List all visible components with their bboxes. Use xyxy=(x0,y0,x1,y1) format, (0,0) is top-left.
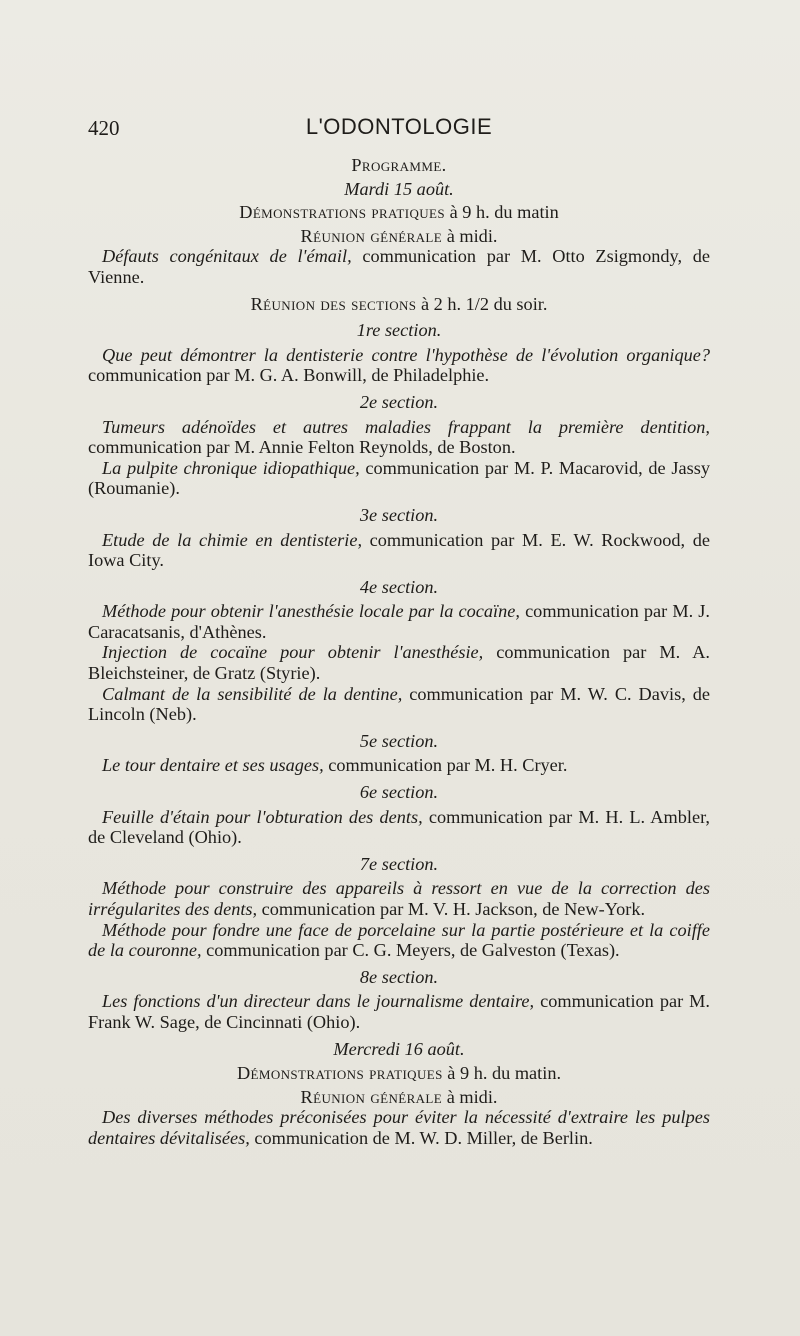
sections-time: à 2 h. 1/2 du soir. xyxy=(416,293,548,314)
entry-paragraph xyxy=(88,755,710,776)
entry-text: communication par M. P. Macarovid, de Jassy (Roumanie). xyxy=(88,457,710,499)
entry-title: Méthode pour construire des appareils à ressort en vue de la correction des irrégularites des dents, xyxy=(88,878,710,919)
entry-text: communication par M. H. Cryer. xyxy=(323,755,568,776)
section-heading-6: 6e section. xyxy=(359,782,439,803)
entry-title: Méthode pour fondre une face de porcelaine sur la partie postérieure et la coiffe de la couronne, xyxy=(88,919,710,961)
entry-title: Les fonctions d'un directeur dans le journalisme dentaire, xyxy=(102,991,535,1012)
entry-paragraph xyxy=(88,458,710,499)
entry-text: communication par M. W. C. Davis, de Lincoln (Neb). xyxy=(88,683,711,725)
reunion-line xyxy=(88,226,710,247)
entry-paragraph xyxy=(88,345,710,386)
entry-paragraph xyxy=(88,530,710,571)
section-heading-3: 3e section. xyxy=(359,504,439,525)
section-heading-5: 5e section. xyxy=(359,730,439,751)
entry-title: Tumeurs adénoïdes et autres maladies frappant la première dentition, xyxy=(102,416,710,437)
entry-text: communication par M. V. H. Jackson, de New-York. xyxy=(257,899,646,919)
page-header xyxy=(88,110,710,144)
day-heading-wednesday: Mercredi 16 août. xyxy=(333,1038,465,1059)
entry-text: communication de M. W. D. Miller, de Berlin. xyxy=(249,1127,593,1148)
section-heading-4: 4e section. xyxy=(359,576,439,597)
entry-text: communication par M. Otto Zsigmondy, de Vienne. xyxy=(88,246,711,287)
entry-title: Feuille d'étain pour l'obturation des dents, xyxy=(102,806,423,827)
demos-label: Démonstrations pratiques xyxy=(236,1063,443,1084)
entry-paragraph xyxy=(88,991,710,1032)
entry-paragraph xyxy=(88,601,710,642)
entry-text: communication par M. Frank W. Sage, de Cincinnati (Ohio). xyxy=(88,991,711,1032)
demos-time: à 9 h. du matin. xyxy=(442,1063,562,1084)
reunion-line xyxy=(88,1087,710,1108)
entry-title: Méthode pour obtenir l'anesthésie locale par la cocaïne, xyxy=(102,601,520,622)
page-number: 420 xyxy=(88,116,120,140)
demos-label: Démonstrations pratiques xyxy=(239,202,446,223)
entry-text: communication par M. J. Caracatsanis, d'Athènes. xyxy=(88,601,710,642)
entry-text: communication par M. Annie Felton Reynolds, de Boston. xyxy=(88,437,516,458)
sections-label: Réunion des sections xyxy=(250,293,417,314)
entry-title: Etude de la chimie en dentisterie, xyxy=(102,529,363,550)
reunion-time: à midi. xyxy=(442,1086,498,1107)
demos-line xyxy=(88,202,710,223)
section-heading-7: 7e section. xyxy=(359,853,439,874)
section-heading-1: 1re section. xyxy=(356,320,442,341)
entry-title: Le tour dentaire et ses usages, xyxy=(102,755,324,776)
entry-paragraph xyxy=(88,246,710,287)
entry-text: communication par C. G. Meyers, de Galveston (Texas). xyxy=(201,940,620,961)
entry-paragraph xyxy=(88,807,710,848)
reunion-time: à midi. xyxy=(442,225,498,246)
demos-line xyxy=(88,1063,710,1084)
running-title: L'ODONTOLOGIE xyxy=(305,114,493,139)
section-heading-2: 2e section. xyxy=(359,391,439,412)
entry-paragraph xyxy=(88,878,710,919)
entry-paragraph xyxy=(88,684,710,725)
reunion-label: Réunion générale xyxy=(300,225,443,246)
entry-title: Que peut démontrer la dentisterie contre l'hypothèse de l'évolution organique? xyxy=(102,344,710,365)
entry-paragraph xyxy=(88,642,710,683)
entry-title: Des diverses méthodes préconisées pour éviter la nécessité d'extraire les pulpes dentaires dévitalisées, xyxy=(88,1107,710,1148)
article-body xyxy=(88,155,710,1149)
entry-title: Injection de cocaïne pour obtenir l'anesthésie, xyxy=(102,642,484,663)
entry-paragraph xyxy=(88,417,710,458)
reunion-label: Réunion générale xyxy=(300,1086,443,1107)
section-heading-8: 8e section. xyxy=(359,966,439,987)
sections-line xyxy=(88,294,710,315)
entry-title: La pulpite chronique idiopathique, xyxy=(102,457,360,478)
entry-text: communication par M. G. A. Bonwill, de Philadelphie. xyxy=(88,365,490,386)
demos-time: à 9 h. du matin xyxy=(445,202,559,223)
entry-title: Calmant de la sensibilité de la dentine, xyxy=(102,683,403,704)
entry-text: communication par M. H. L. Ambler, de Cleveland (Ohio). xyxy=(88,806,710,848)
entry-paragraph xyxy=(88,920,710,961)
entry-text: communication par M. A. Bleichsteiner, de Gratz (Styrie). xyxy=(88,642,710,684)
day-heading-tuesday: Mardi 15 août. xyxy=(344,178,454,199)
entry-title: Défauts congénitaux de l'émail, xyxy=(102,246,352,267)
entry-text: communication par M. E. W. Rockwood, de Iowa City. xyxy=(88,529,710,571)
entry-paragraph xyxy=(88,1107,710,1148)
programme-heading: Programme. xyxy=(351,155,447,175)
